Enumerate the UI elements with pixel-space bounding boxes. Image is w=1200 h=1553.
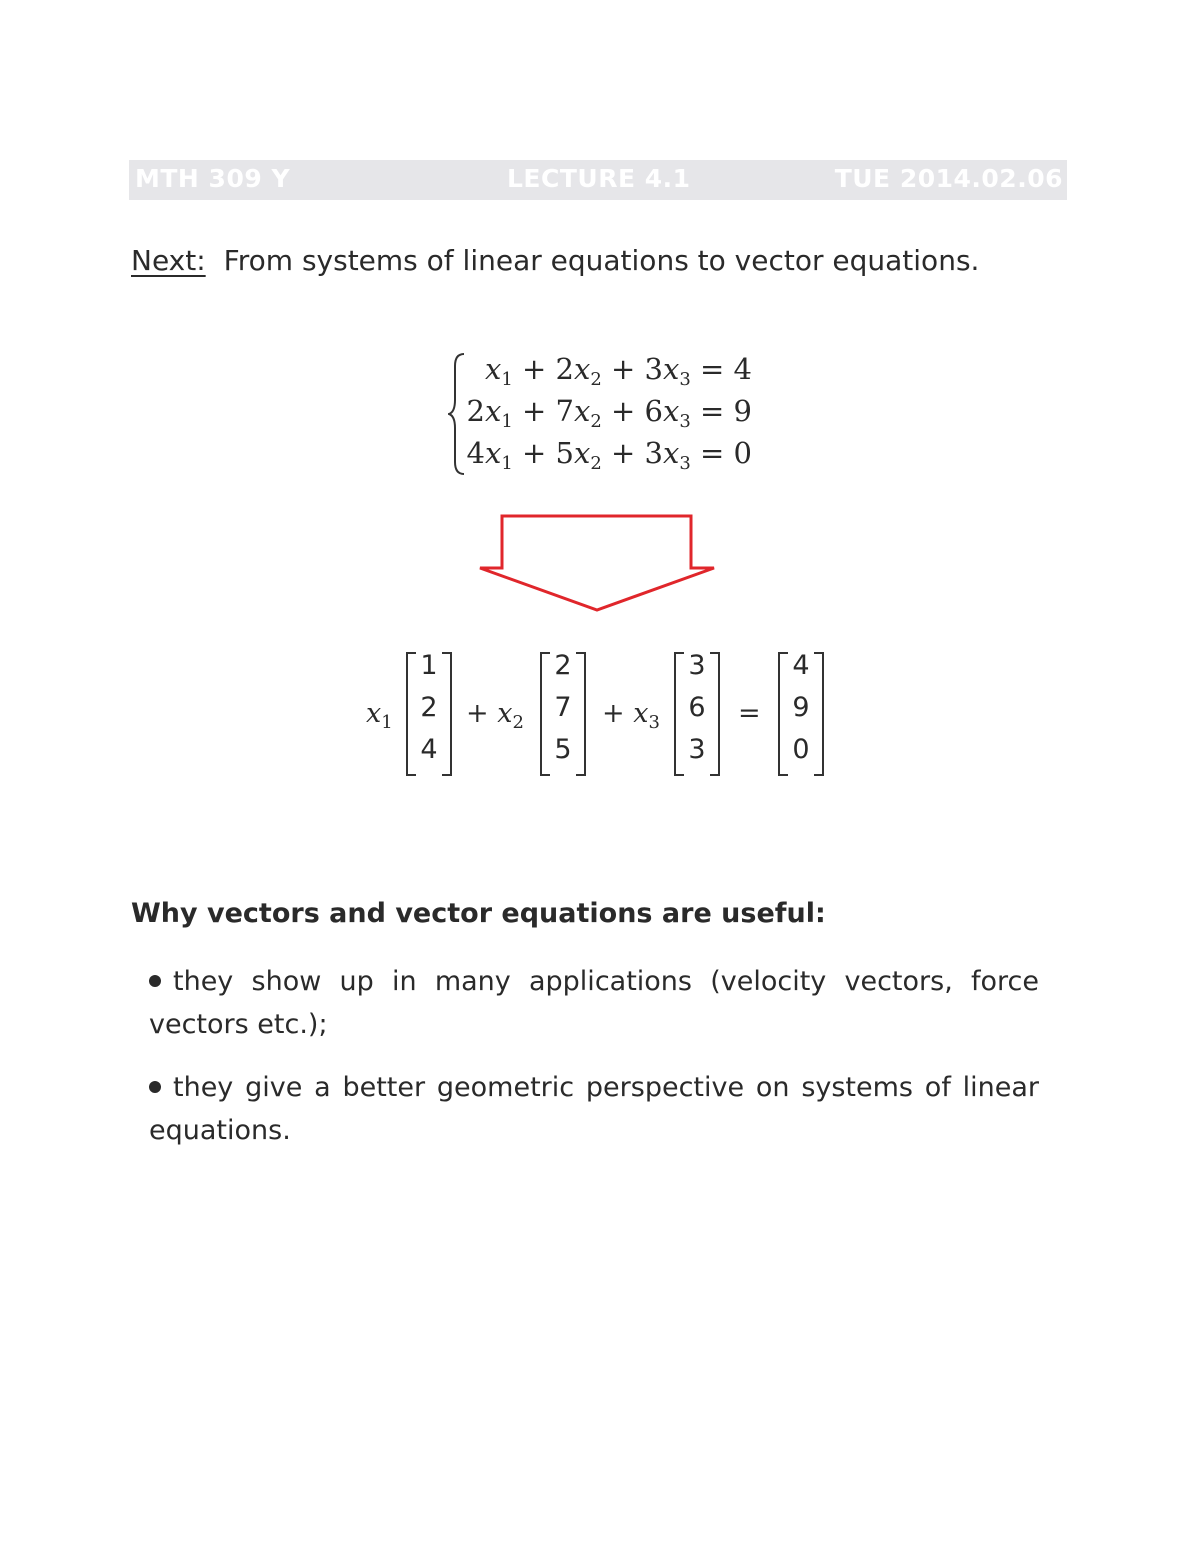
variable: x [633, 698, 649, 729]
variable: x [366, 698, 382, 729]
operator: + [512, 394, 556, 428]
variable: x [484, 436, 502, 470]
vector-equation [366, 650, 836, 776]
subscript: 2 [590, 453, 602, 474]
rhs-value: 4 [733, 352, 752, 386]
subscript: 2 [512, 712, 524, 733]
variable: x [497, 698, 513, 729]
vector-entry: 6 [688, 692, 706, 723]
left-brace [448, 352, 468, 476]
subscript: 1 [501, 453, 513, 474]
subscript: 2 [590, 369, 602, 390]
operator: + [512, 352, 556, 386]
system-equation [467, 436, 753, 474]
variable: x [573, 352, 591, 386]
coefficient: 4 [466, 436, 485, 470]
vector-entry: 3 [688, 734, 706, 765]
vector-entry: 3 [688, 650, 706, 681]
subscript: 3 [679, 369, 691, 390]
variable: x [662, 394, 680, 428]
operator: + [601, 352, 645, 386]
subscript: 3 [679, 411, 691, 432]
term-var [602, 698, 660, 733]
lecture-number: LECTURE 4.1 [507, 164, 691, 193]
term-var [366, 698, 393, 733]
plus-sign: + [602, 698, 634, 729]
vector-entry: 2 [420, 692, 438, 723]
rhs-vector [778, 652, 824, 774]
column-vector [406, 652, 452, 774]
bullet-icon [149, 975, 161, 987]
arrow-outline [480, 516, 714, 610]
vector-entry: 9 [792, 692, 810, 723]
rhs-value: 9 [733, 394, 752, 428]
bullet-text: they show up in many applications (velocity vectors, force vectors etc.); [149, 966, 1039, 1040]
coefficient: 2 [555, 352, 574, 386]
system-equation [485, 352, 752, 390]
variable: x [484, 394, 502, 428]
operator: + [601, 394, 645, 428]
subscript: 3 [679, 453, 691, 474]
coefficient: 3 [644, 436, 663, 470]
rhs-value: 0 [733, 436, 752, 470]
column-vector [540, 652, 586, 774]
operator: + [512, 436, 556, 470]
intro-line [131, 244, 979, 277]
variable: x [484, 352, 502, 386]
variable: x [573, 436, 591, 470]
bullet-item [149, 1066, 1039, 1152]
intro-label: Next: [131, 244, 206, 277]
vector-entry: 2 [554, 650, 572, 681]
bullet-icon [149, 1081, 161, 1093]
why-heading: Why vectors and vector equations are useful: [131, 898, 826, 929]
variable: x [573, 394, 591, 428]
down-arrow-icon [478, 514, 718, 614]
vector-entry: 4 [792, 650, 810, 681]
subscript: 2 [590, 411, 602, 432]
subscript: 1 [501, 411, 513, 432]
term-var [466, 698, 524, 733]
operator: + [601, 436, 645, 470]
bullet-text: they give a better geometric perspective on systems of linear equations. [149, 1072, 1039, 1146]
equals-sign: = [690, 436, 734, 470]
vector-entry: 4 [420, 734, 438, 765]
subscript: 1 [501, 369, 513, 390]
vector-entry: 0 [792, 734, 810, 765]
course-code: MTH 309 Y [135, 164, 291, 193]
coefficient: 5 [555, 436, 574, 470]
plus-sign: + [466, 698, 498, 729]
coefficient: 6 [644, 394, 663, 428]
intro-text: From systems of linear equations to vector equations. [223, 244, 980, 277]
lecture-date: TUE 2014.02.06 [834, 164, 1063, 193]
coefficient: 2 [466, 394, 485, 428]
equals-sign: = [738, 698, 761, 729]
equals-sign: = [690, 394, 734, 428]
coefficient: 7 [555, 394, 574, 428]
variable: x [662, 352, 680, 386]
header-bar [129, 160, 1067, 200]
subscript: 1 [381, 712, 393, 733]
bullet-item [149, 960, 1039, 1046]
equals-sign: = [690, 352, 734, 386]
system-equation [467, 394, 753, 432]
vector-entry: 5 [554, 734, 572, 765]
variable: x [662, 436, 680, 470]
linear-system [448, 352, 768, 476]
coefficient: 3 [644, 352, 663, 386]
column-vector [674, 652, 720, 774]
subscript: 3 [648, 712, 660, 733]
vector-entry: 1 [420, 650, 438, 681]
vector-entry: 7 [554, 692, 572, 723]
